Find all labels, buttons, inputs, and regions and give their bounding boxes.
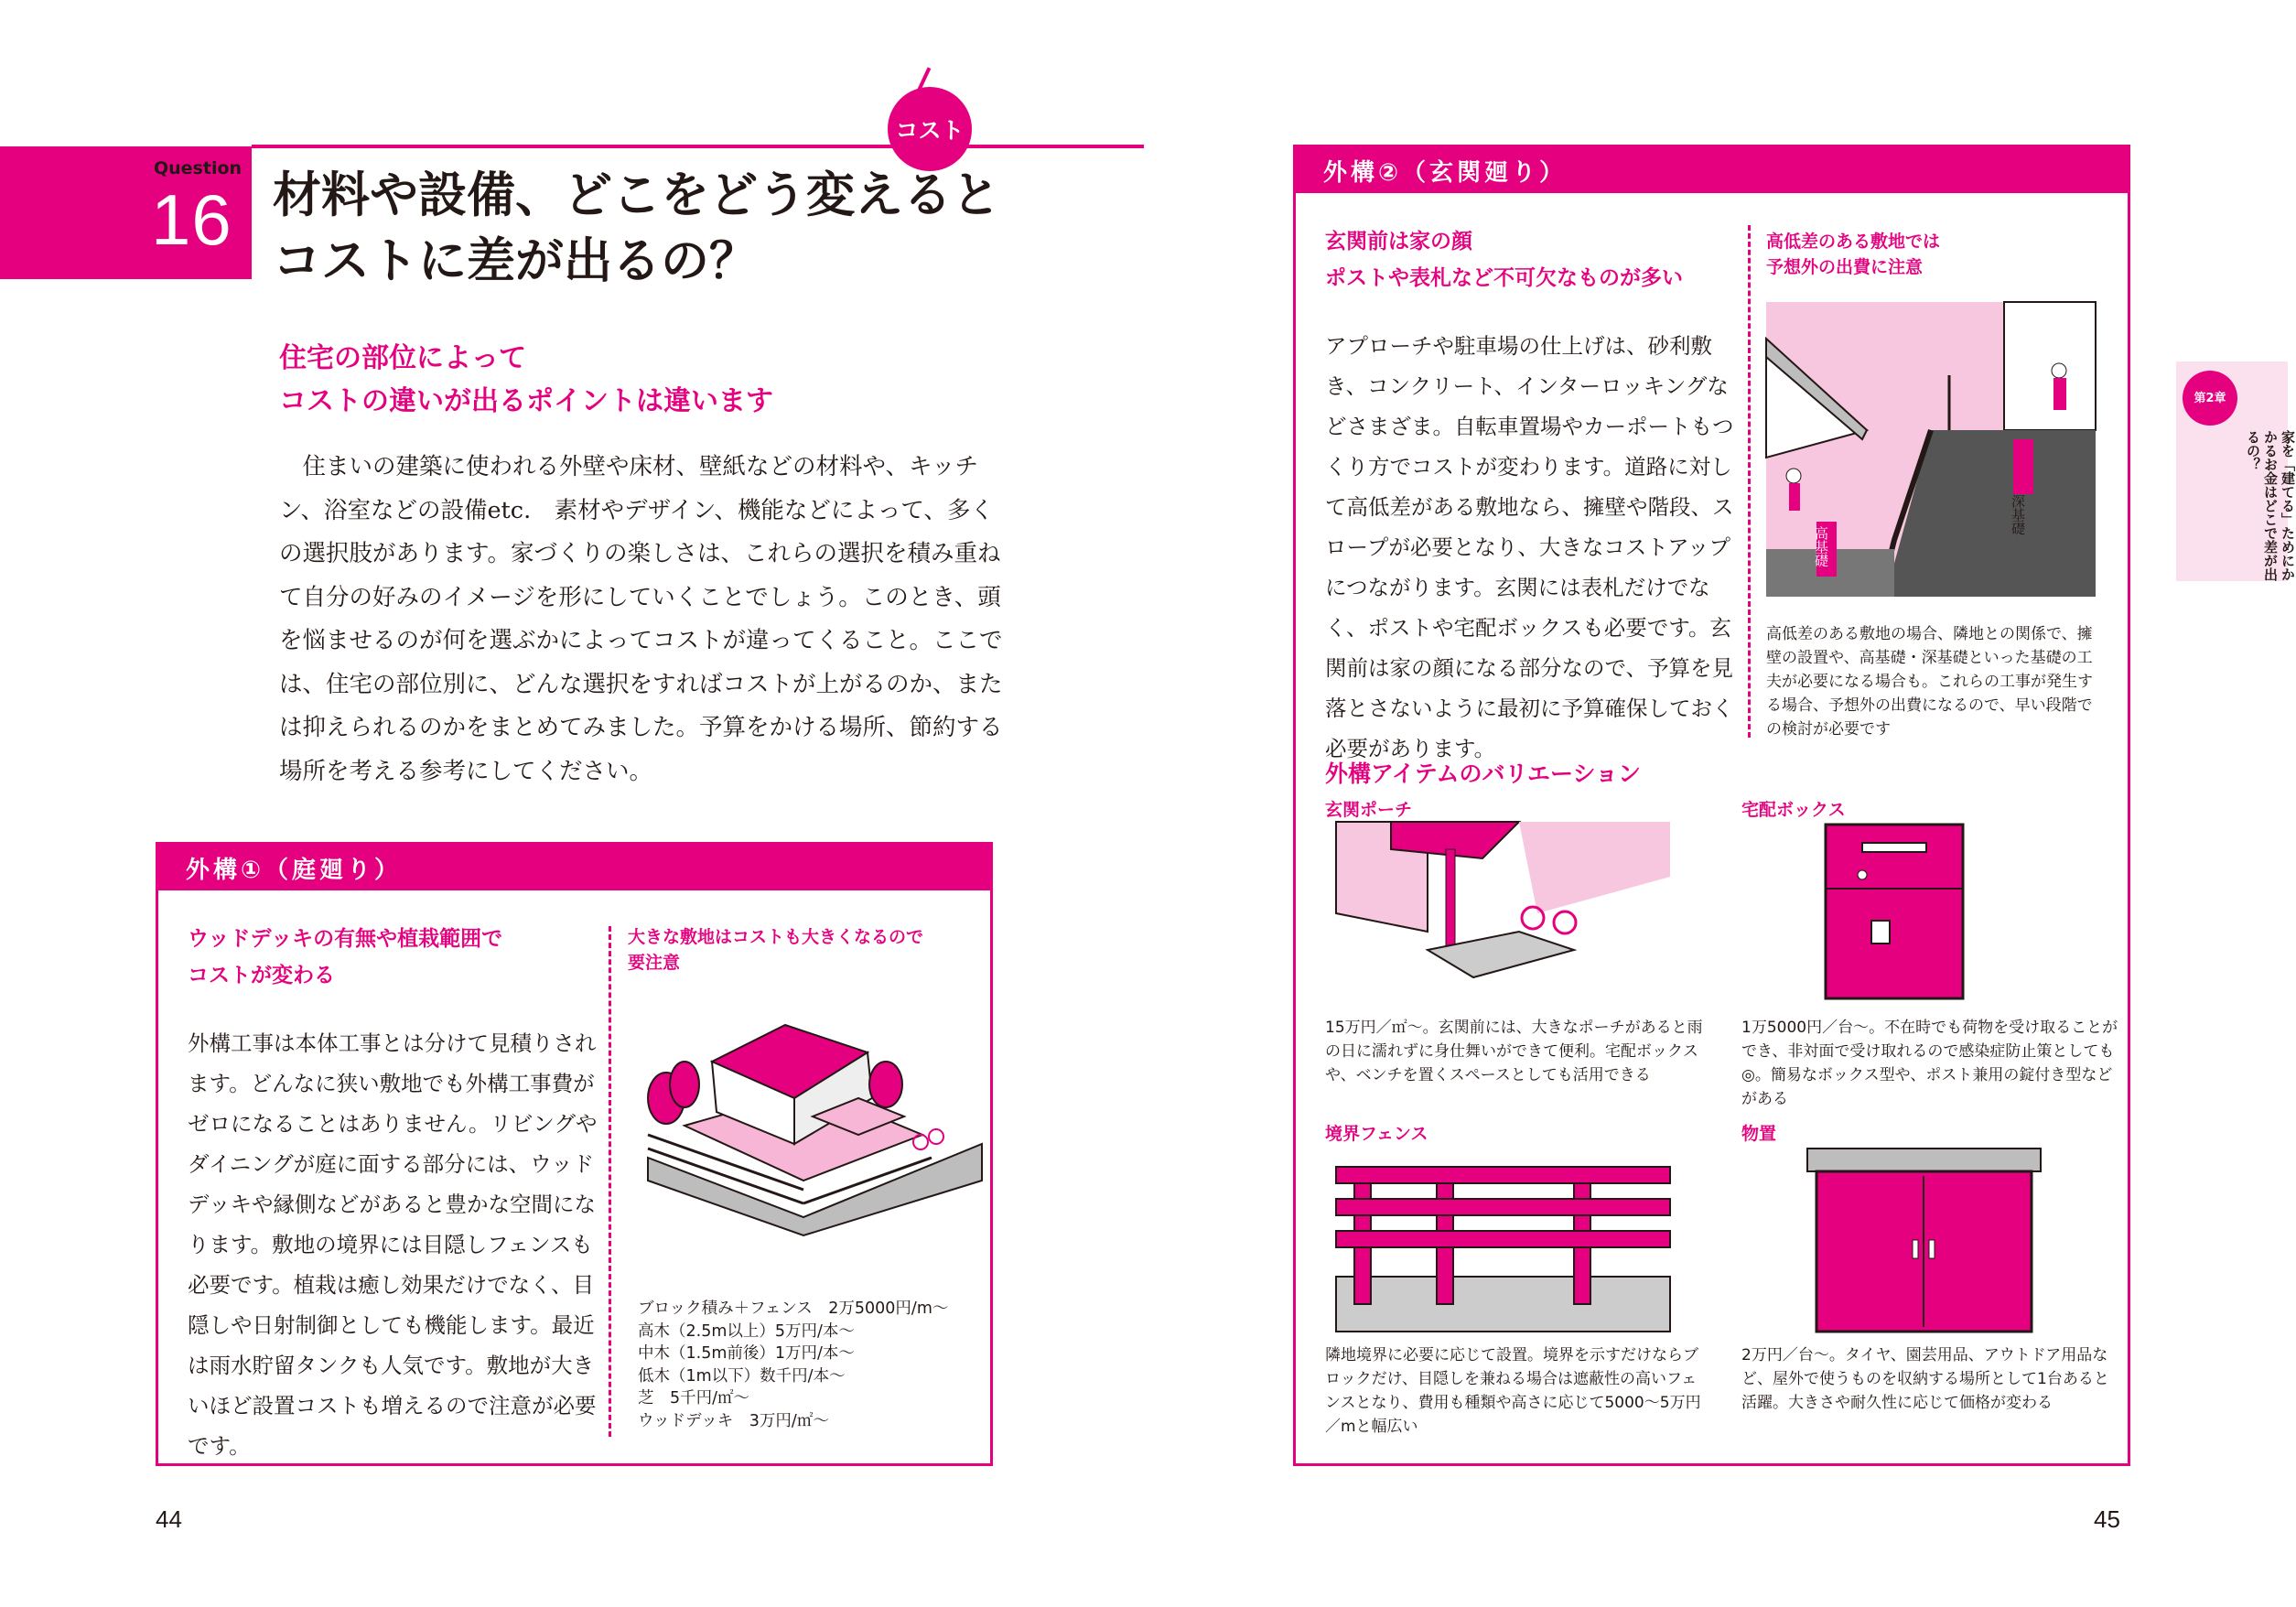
price-item: ウッドデッキ 3万円/㎡～ (638, 1411, 829, 1430)
section1-heading: 外構①（庭廻り） (158, 845, 990, 890)
section1-subheading (188, 921, 618, 994)
caption-delivery-box: 1万5000円／台～。不在時でも荷物を受け取ることができ、非対面で受け取れるので感染症防止策としても◎。簡易なボックス型や、ポスト兼用の錠付き型などがある (1741, 1019, 2118, 1108)
section2-note (1766, 229, 2068, 280)
section2-subheading-line2: ポストや表札など不可欠なものが多い (1325, 266, 1683, 290)
caption-porch: 15万円／㎡～。玄関前には、大きなポーチがあると雨の日に濡れずに身仕舞いができて便利。宅配ボックスや、ベンチを置くスペースとしても活用できる (1325, 1019, 1703, 1084)
section1-subheading-line2: コストが変わる (188, 964, 335, 987)
section2-subheading (1325, 223, 1741, 297)
section1-note-line2: 要注意 (628, 953, 681, 973)
item-label-porch: 玄関ポーチ (1325, 800, 1413, 820)
fence-illustration (1336, 1149, 1670, 1332)
section2-note-line2: 予想外の出費に注意 (1766, 257, 1924, 277)
section2-subheading-line1: 玄関前は家の顔 (1325, 230, 1472, 253)
title-rule (252, 145, 1144, 148)
deep-foundation-label: 深基礎 (2010, 494, 2026, 535)
price-item: 芝 5千円/㎡～ (638, 1389, 750, 1407)
question-label: Question (154, 158, 243, 178)
section1-subheading-line1: ウッドデッキの有無や植栽範囲で (188, 927, 503, 951)
price-item: ブロック積み＋フェンス 2万5000円/m～ (638, 1300, 949, 1318)
high-foundation-label: 高基礎 (1813, 526, 1829, 567)
page-title-line1: 材料や設備、どこをどう変えると (273, 167, 1000, 223)
price-item: 低木（1m以下）数千円/本～ (638, 1366, 846, 1386)
caption-fence: 隣地境界に必要に応じて設置。境界を示すだけならブロックだけ、目隠しを兼ねる場合は遮蔽性の高いフェンスとなり、費用も種類や高さに応じて5000～5万円／mと幅広い (1325, 1346, 1701, 1436)
section2-note-line1: 高低差のある敷地では (1766, 232, 1941, 252)
section2-divider (1748, 225, 1751, 738)
page-number-left: 44 (156, 1505, 182, 1533)
chapter-marker: 第2章 (2183, 371, 2237, 426)
item-label-shed: 物置 (1741, 1124, 1777, 1144)
house-illustration (630, 998, 982, 1235)
price-item: 中木（1.5m前後）1万円/本～ (638, 1344, 855, 1363)
slope-caption: 高低差のある敷地の場合、隣地との関係で、擁壁の設置や、高基礎・深基礎といった基礎の工夫が必要になる場合も。これらの工事が発生する場合、予想外の出費になるので、早い段階での検討が必要です (1766, 625, 2093, 739)
chapter-title: 家を「建てる」ためにかかるお金はどこで差が出るの？ (2245, 430, 2296, 581)
lead-heading (279, 337, 920, 423)
page-title (273, 163, 1096, 295)
intro-paragraph: 住まいの建築に使われる外壁や床材、壁紙などの材料や、キッチン、浴室などの設備etc. 素材やデザイン、機能などによって、多くの選択肢があります。家づくりの楽しさは、これらの選択を積み重ねて自分の好みのイメージを形にしていくことでしょう。このとき、頭を悩ませるのが何を選ぶかによってコストが違ってくること。ここでは、住宅の部位別に、どんな選択をすればコストが上がるのか、または抑えられるのかをまとめてみました。予算をかける場所、節約する場所を考える参考にしてください。 (279, 453, 1003, 785)
mailbox-illustration (1821, 820, 1967, 1003)
price-item: 高木（2.5m以上）5万円/本～ (638, 1321, 855, 1341)
item-label-fence: 境界フェンス (1325, 1124, 1428, 1144)
question-number: 16 (151, 179, 232, 260)
page-title-line2: コストに差が出るの？ (273, 233, 758, 289)
lead-line2: コストの違いが出るポイントは違います (279, 385, 773, 417)
slope-illustration (1766, 302, 2096, 597)
porch-illustration (1336, 822, 1670, 982)
shed-illustration (1807, 1149, 2041, 1332)
caption-shed: 2万円／台～。タイヤ、園芸用品、アウトドア用品など、屋外で使うものを収納する場所として1台あると活躍。大きさや耐久性に応じて価格が変わる (1741, 1346, 2109, 1412)
section2-heading: 外構②（玄関廻り） (1296, 147, 2128, 193)
lead-line1: 住宅の部位によって (279, 342, 526, 374)
section1-note-line1: 大きな敷地はコストも大きくなるので (628, 927, 924, 947)
variation-heading: 外構アイテムのバリエーション (1325, 760, 1642, 787)
item-label-delivery-box: 宅配ボックス (1741, 800, 1846, 820)
section1-note (628, 924, 966, 976)
page-number-right: 45 (2094, 1505, 2120, 1533)
price-list (638, 1298, 995, 1432)
section2-body: アプローチや駐車場の仕上げは、砂利敷き、コンクリート、インターロッキングなどさまざま。自転車置場やカーポートもつくり方でコストが変わります。道路に対して高低差がある敷地なら、擁壁や階段、スロープが必要となり、大きなコストアップにつながります。玄関には表札だけでなく、ポストや宅配ボックスも必要です。玄関前は家の顔になる部分なので、予算を見落とさないように最初に予算確保しておく必要があります。 (1325, 333, 1734, 761)
cost-badge: コスト (888, 87, 972, 171)
section1-body: 外構工事は本体工事とは分けて見積りされます。どんなに狭い敷地でも外構工事費がゼロになることはありません。リビングやダイニングが庭に面する部分には、ウッドデッキや縁側などがあると豊かな空間になります。敷地の境界には目隠しフェンスも必要です。植栽は癒し効果だけでなく、目隠しや日射制御としても機能します。最近は雨水貯留タンクも人気です。敷地が大きいほど設置コストも増えるので注意が必要です。 (188, 1030, 598, 1459)
section1-divider (609, 926, 611, 1437)
